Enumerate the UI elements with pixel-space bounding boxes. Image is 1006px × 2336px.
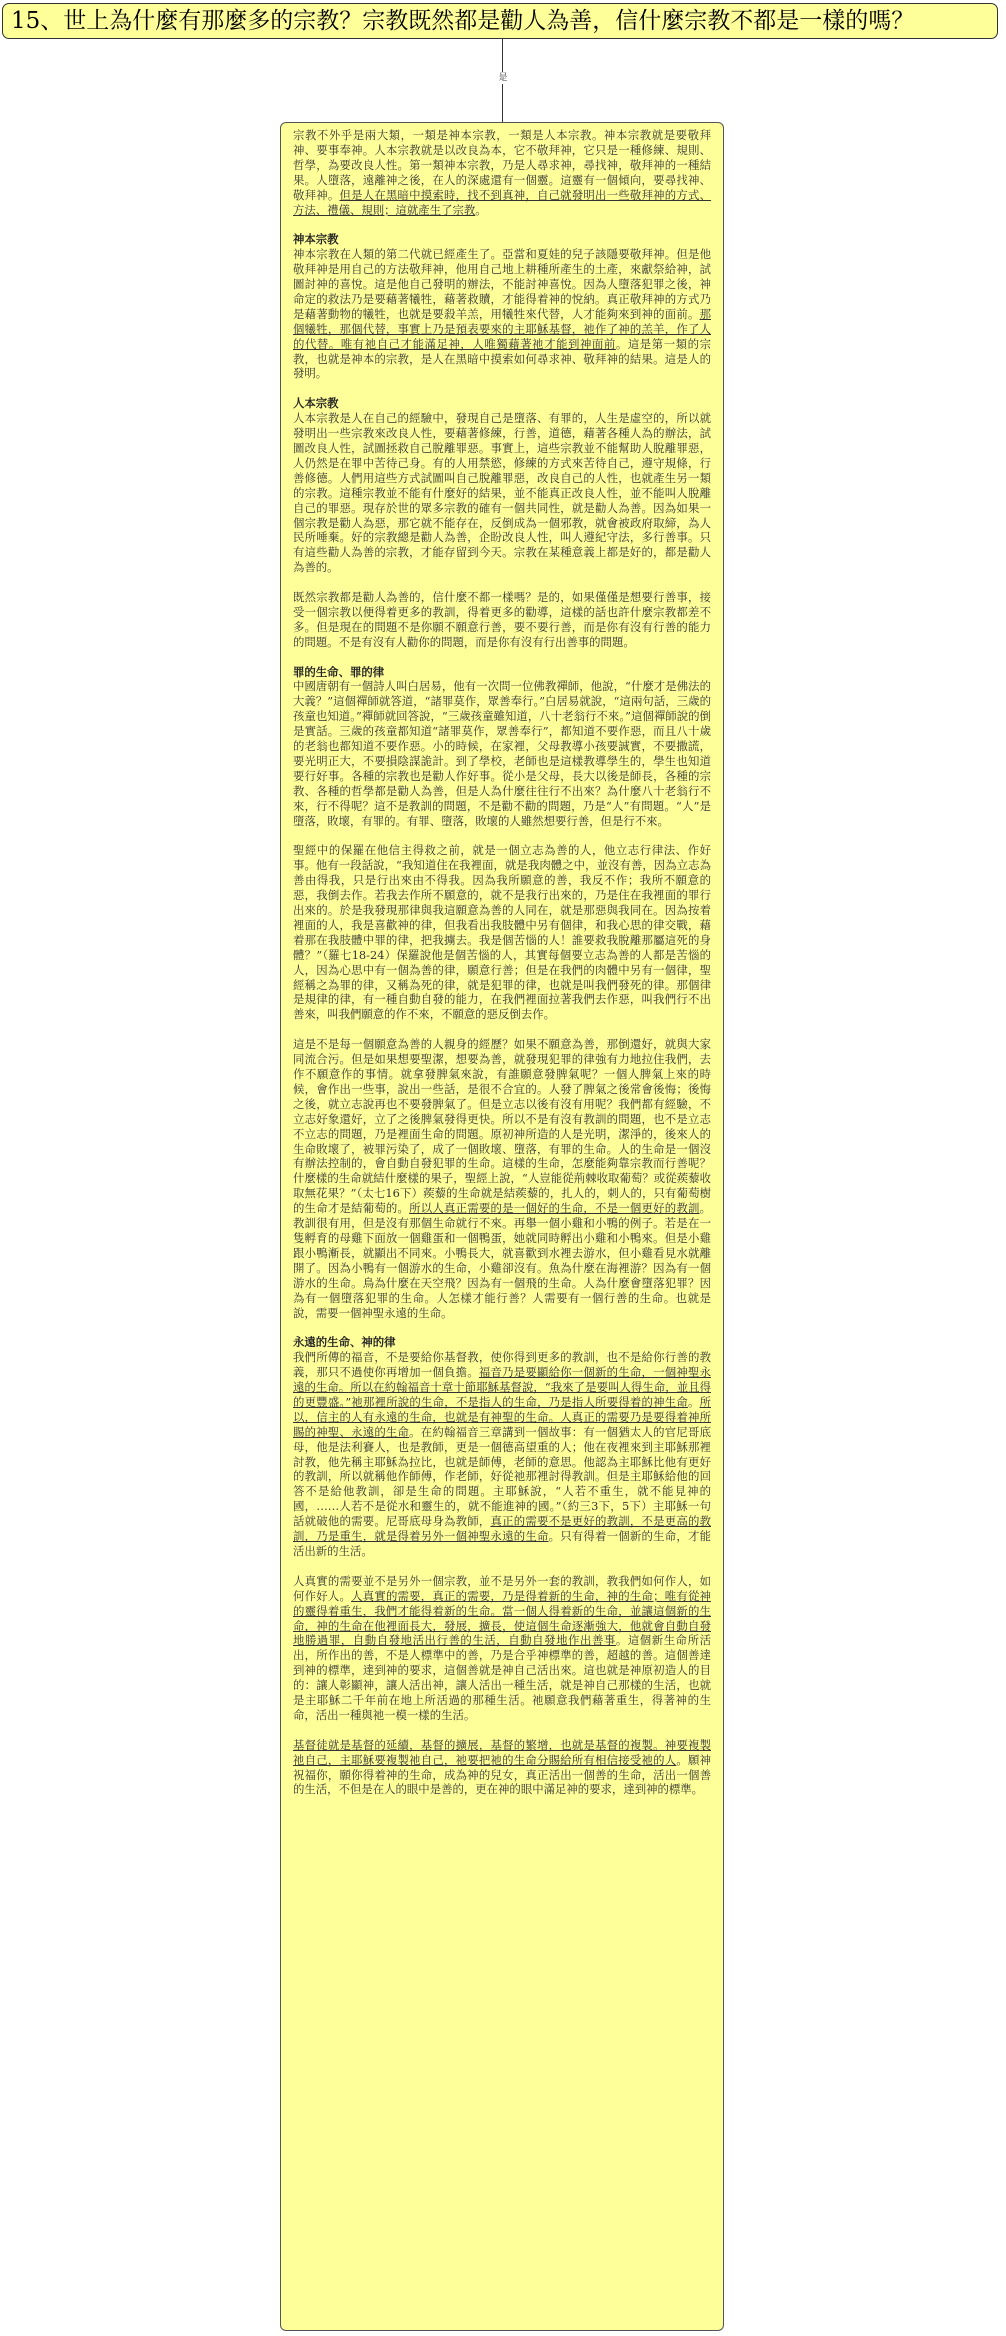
- intro-end-text: 。: [475, 202, 487, 217]
- gospel-text-a: 我們所傳的福音，不是要給你基督教，使你得到更多的教訓，也不是給你行善的教義，那只不過使你再增加一個負擔。: [293, 1350, 711, 1380]
- gospel-text-d: 。只有得着一個新的生命，才能活出新的生活。: [293, 1529, 711, 1558]
- life-underlined-text: 所以人真正需要的是一個好的生命，不是一個更好的教訓: [409, 1201, 700, 1216]
- christian-paragraph: [293, 1738, 711, 1798]
- gospel-underlined-3: 真正的需要不是更好的教訓，不是更高的教訓，乃是重生，就是得着另外一個神聖永遠的生命: [293, 1514, 711, 1544]
- real-need-underlined: 人真實的需要，真正的需要，乃是得着新的生命，神的生命；唯有從神的靈得着重生，我們才能得着新的生命。當一個人得着新的生命，並讓這個新的生命，神的生命在他裡面長大，發展，擴長，使這個生命逐漸強大，他就會自動自發地勝過罪，自動自發地活出行善的生活，自動自發地作出善事: [293, 1588, 711, 1648]
- connector-label: 是: [498, 73, 508, 83]
- heading-eternal-life-law: 永遠的生命、神的律: [293, 1335, 396, 1350]
- intro-text: 宗教不外乎是兩大類，一類是神本宗教，一類是人本宗教。神本宗教就是要敬拜神、要事奉神。人本宗教就是以改良為本，它不敬拜神，它只是一種修練、規則、哲學，為要改良人性。第一類神本宗教，乃是人尋求神，尋找神，敬拜神的一種結果。人墮落，遠離神之後，在人的深處還有一個靈。這靈有一個傾向，要尋找神、敬拜神。: [293, 128, 711, 202]
- god-centered-paragraph: [293, 247, 711, 381]
- life-paragraph: [293, 1037, 711, 1320]
- christian-underlined: 基督徒就是基督的延續，基督的擴展，基督的繁增，也就是基督的複製。神要複製祂自己，主耶穌要複製祂自己，祂要把祂的生命分賜給所有相信接受祂的人: [293, 1737, 711, 1767]
- answer-node[interactable]: [280, 122, 724, 2331]
- heading-sin-life-law: 罪的生命、罪的律: [293, 664, 385, 679]
- gospel-underlined-2: 所以，信主的人有永遠的生命，也就是有神聖的生命。人真正的需要乃是要得着神所賜的神聖、永遠的生命: [293, 1394, 711, 1439]
- god-centered-end-text: 。這是第一類的宗教，也就是神本的宗教，是人在黑暗中摸索如何尋求神、敬拜神的結果。這是人的發明。: [293, 336, 711, 381]
- intro-underlined-text: 但是人在黑暗中摸索時，找不到真神，自己就發明出一些敬拜神的方式、方法、禮儀、規則；這就產生了宗教: [293, 187, 711, 217]
- real-need-text-b: 。這個新生命所活出，所作出的善，不是人標準中的善，乃是合乎神標準的善，超越的善。這個善達到神的標準，達到神的要求，這個善就是神自己活出來。這也就是神原初造人的目的：讓人彰顯神，讓人活出神，讓人活出一種生活，就是神自己那樣的生活，也就是主耶穌二千年前在地上所活過的那種生活。祂願意我們藉著重生，得著神的生命，活出一種與祂一模一樣的生活。: [293, 1633, 711, 1722]
- man-centered-paragraph: 人本宗教是人在自己的經驗中，發現自己是墮落、有罪的，人生是虛空的，所以就發明出一些宗教來改良人性，要藉著修練，行善，道德，藉著各種人為的辦法，試圖改良人性，試圖拯救自己脫離罪惡。事實上，這些宗教並不能幫助人脫離罪惡，人仍然是在罪中苦待己身。有的人用禁慾，修練的方式來苦待自己，遵守規條，行善修德。人們用這些方式試圖叫自己脫離罪惡，改良自己的人性，也就產生另一類的宗教。這種宗教並不能有什麼好的結果，並不能真正改良人性，並不能叫人脫離自己的罪惡。現存於世的眾多宗教的確有一個共同性，就是勸人為善。因為如果一個宗教是勸人為惡，那它就不能存在，反倒成為一個邪教，就會被政府取締，為人民所唾棄。好的宗教總是勸人為善，企盼改良人性，叫人遵紀守法，多行善事。只有這些勸人為善的宗教，才能存留到今天。宗教在某種意義上都是好的，都是勸人為善的。: [293, 411, 711, 575]
- gospel-underlined-1: 福音乃是要顯給你一個新的生命，一個神聖永遠的生命。所以在約翰福音十章十節耶穌基督說，“我來了是要叫人得生命，並且得的更豐盛。”祂那裡所說的生命，不是指人的生命，乃是指人所要得着的神生命: [293, 1365, 711, 1409]
- life-end-text: 。教訓很有用，但是沒有那個生命就行不來。再舉一個小雞和小鴨的例子。若是在一隻孵育的母雞下面放一個雞蛋和一個鴨蛋，她就同時孵出小雞和小鴨來。但是小雞跟小鴨漸長，就顯出不同來。小鴨長大，就喜歡到水裡去游水，但小雞看見水就離開了。因為小鴨有一個游水的生命，小雞卻沒有。魚為什麼在海裡游？因為有一個游水的生命。鳥為什麼在天空飛？因為有一個飛的生命。人為什麼會墮落犯罪？因為有一個墮落犯罪的生命。人怎樣才能行善？人需要有一個行善的生命。也就是說，需要一個神聖永遠的生命。: [293, 1201, 711, 1320]
- all-religions-same-paragraph: 既然宗教都是勸人為善的，信什麼不都一樣嗎？是的，如果僅僅是想要行善事，接受一個宗教以便得着更多的教訓，得着更多的勸導，這樣的話也許什麼宗教都差不多。但是現在的問題不是你願不願意行善，要不要行善，而是你有沒有行善的能力的問題。不是有沒有人勸你的問題，而是你有沒有行出善事的問題。: [293, 590, 711, 649]
- bai-juyi-paragraph: 中國唐朝有一個詩人叫白居易，他有一次問一位佛教禪師，他說，“什麼才是佛法的大義？”這個禪師就答道，“諸罪莫作，眾善奉行。”白居易就說，“這兩句話，三歲的孩童也知道。”禪師就回答說，“三歲孩童雖知道，八十老翁行不來。”這個禪師說的倒是實話。三歲的孩童都知道“諸罪莫作，眾善奉行”，都知道不要作惡，而且八十歲的老翁也都知道不要作惡。小的時候，在家裡，父母教導小孩要誠實，不要撒謊，要光明正大，不要損陰謀詭計。到了學校，老師也是這樣教導學生的，學生也知道要行好事。各種的宗教也是勸人作好事。從小是父母，長大以後是師長，各種的宗教、各種的哲學都是勸人為善，但是人為什麼往往行不出來？為什麼八十老翁行不來，行不得呢？這不是教訓的問題，不是勸不勸的問題，乃是“人”有問題。“人”是墮落，敗壞，有罪的。有罪、墮落，敗壞的人雖然想要行善，但是行不來。: [293, 679, 711, 828]
- gospel-paragraph: [293, 1350, 711, 1559]
- real-need-paragraph: [293, 1574, 711, 1723]
- intro-paragraph: [293, 128, 711, 217]
- paul-paragraph: 聖經中的保羅在他信主得救之前，就是一個立志為善的人，他立志行律法、作好事。他有一段話說，“我知道住在我裡面，就是我肉體之中，並沒有善，因為立志為善由得我，只是行出來由不得我。因為我所願意的善，我反不作；我所不願意的惡，我倒去作。若我去作所不願意的，就不是我行出來的，乃是住在我裡面的罪行出來的。於是我發現那律與我這願意為善的人同在，就是那惡與我同在。因為按着裡面的人，我是喜歡神的律，但我看出我肢體中另有個律，和我心思的律交戰，藉着那在我肢體中罪的律，把我擄去。我是個苦惱的人！誰要救我脫離那屬這死的身體？”（羅七18-24）保羅說他是個苦惱的人，其實每個要立志為善的人都是苦惱的人，因為心思中有一個為善的律，願意行善；但是在我們的肉體中另有一個律，聖經稱之為罪的律，又稱為死的律，就是犯罪的律，也就是叫我們發死的律。那個律是規律的律，有一種自動自發的能力，在我們裡面拉著我們去作惡，叫我們行不出善來，叫我們願意的作不來，不願意的惡反倒去作。: [293, 843, 711, 1022]
- real-need-text-a: 人真實的需要並不是另外一個宗教，並不是另外一套的教訓，教我們如何作人，如何作好人。: [293, 1573, 711, 1603]
- gospel-text-b: 。: [687, 1394, 700, 1409]
- gospel-text-c: 。在約翰福音三章講到一個故事：有一個猶太人的官尼哥底母，他是法利賽人，也是教師，更是一個德高望重的人；他在夜裡來到主耶穌那裡討教，他先稱主耶穌為拉比，也就是師傅，老師的意思。他認為主耶穌比他有更好的教訓，所以就稱他作師傅，作老師，好從祂那裡討得教訓。但是主耶穌給他的回答不是給他教訓，卻是生命的問題。主耶穌說，“人若不重生，就不能見神的國，……人若不是從水和靈生的，就不能進神的國。”（約三3下，5下）主耶穌一句話就破他的需要。尼哥底母身為教師，: [293, 1424, 711, 1529]
- god-centered-underlined-text: 那個犧牲，那個代替，事實上乃是預表要來的主耶穌基督，祂作了神的羔羊，作了人的代替。唯有祂自己才能滿足神，人唯獨藉著祂才能到神面前: [293, 306, 711, 351]
- christian-end-text: 。願神祝福你，願你得着神的生命，成為神的兒女，真正活出一個善的生命，活出一個善的生活，不但是在人的眼中是善的，更在神的眼中滿足神的要求，達到神的標準。: [293, 1752, 711, 1797]
- root-question-node[interactable]: [2, 3, 998, 39]
- heading-man-centered-religion: 人本宗教: [293, 396, 339, 411]
- root-question-title: 15、世上為什麼有那麼多的宗教？宗教既然都是勸人為善，信什麼宗教不都是一樣的嗎？: [11, 8, 915, 34]
- god-centered-text: 神本宗教在人類的第二代就已經產生了。亞當和夏娃的兒子該隱要敬拜神。但是他敬拜神是用自己的方法敬拜神，他用自己地上耕種所產生的土產，來獻祭給神，試圖討神的喜悅。這是他自己發明的辦法，不能討神喜悅。因為人墮落犯罪之後，神命定的救法乃是要藉著犧牲，藉著救贖，才能得着神的悅納。真正敬拜神的方式乃是藉著動物的犧牲，也就是要殺羊羔，用犧牲來代替，人才能夠來到神的面前。: [293, 247, 711, 321]
- life-text: 這是不是每一個願意為善的人親身的經歷？如果不願意為善，那倒還好，就與大家同流合污。但是如果想要聖潔，想要為善，就發現犯罪的律強有力地拉住我們，去作不願意作的事情。就拿發脾氣來說，有誰願意發脾氣呢？一個人脾氣上來的時候，會作出一些事，說出一些話，是很不合宜的。人發了脾氣之後常會後悔；後悔之後，就立志說再也不要發脾氣了。但是立志以後有沒有用呢？我們都有經驗，不立志好象還好，立了之後脾氣發得更快。所以不是有沒有教訓的問題，也不是立志不立志的問題，乃是裡面生命的問題。原初神所造的人是光明，潔淨的，後來人的生命敗壞了，被罪污染了，成了一個敗壞、墮落，有罪的生命。人的生命是一個沒有辦法控制的，會自動自發犯罪的生命。這樣的生命，怎麼能夠靠宗教而行善呢？什麼樣的生命就結什麼樣的果子，聖經上說，“人豈能從荊棘收取葡萄？或從蒺藜收取無花果？”（太七16下）蒺藜的生命就是結蒺藜的，扎人的，刺人的，只有葡萄樹的生命才是結葡萄的。: [293, 1037, 711, 1216]
- heading-god-centered-religion: 神本宗教: [293, 232, 339, 247]
